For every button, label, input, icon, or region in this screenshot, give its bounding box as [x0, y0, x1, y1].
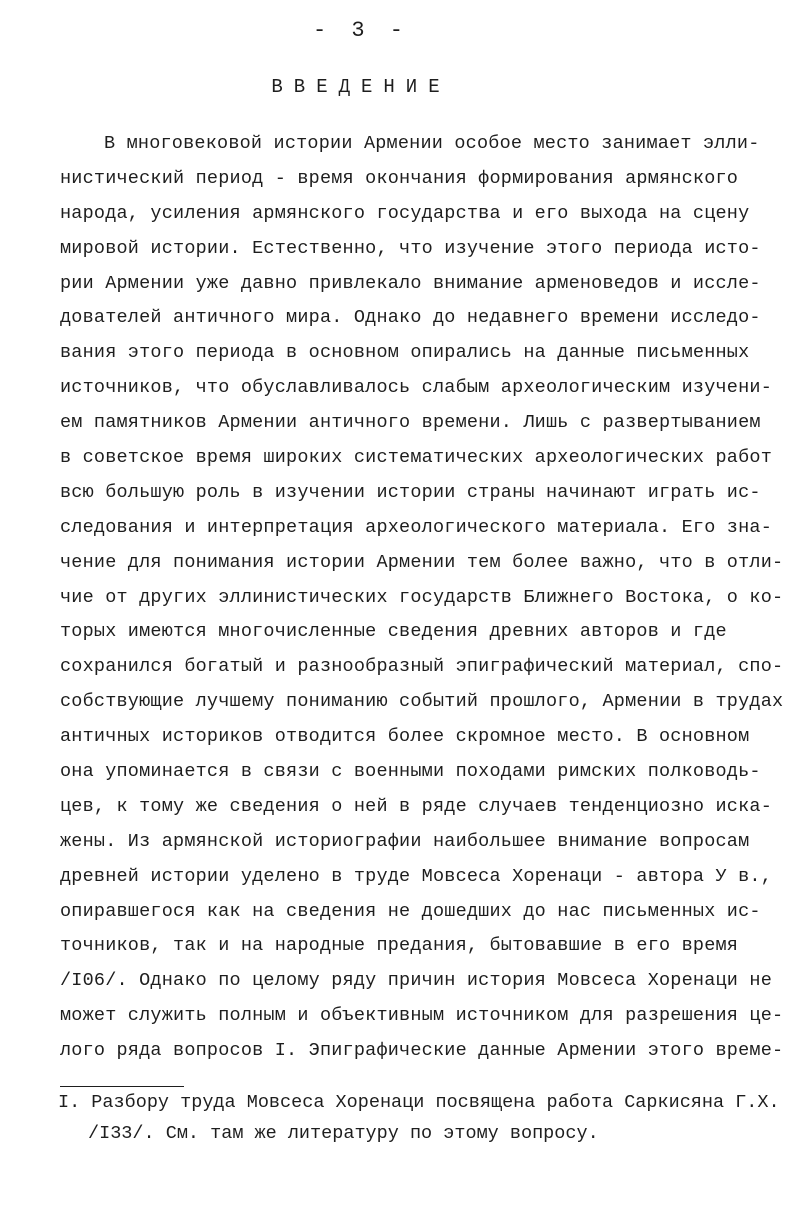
body-line: чение для понимания истории Армении тем более важно, что в отли-	[60, 551, 784, 573]
body-line: /I06/. Однако по целому ряду причин история Мовсеса Хоренаци не	[60, 970, 773, 992]
body-line: мировой истории. Естественно, что изучение этого периода исто-	[60, 237, 761, 259]
body-line: лого ряда вопросов I. Эпиграфические данные Армении этого време-	[60, 1040, 784, 1062]
body-line: в советское время широких систематических археологических работ	[60, 447, 773, 469]
body-line: вания этого периода в основном опирались на данные письменных	[60, 342, 750, 364]
page-number: - 3 -	[312, 18, 409, 43]
body-line: жены. Из армянской историографии наибольшее внимание вопросам	[60, 830, 750, 852]
body-line: древней истории уделено в труде Мовсеса Хоренаци - автора У в.,	[60, 865, 773, 887]
body-line: ем памятников Армении античного времени. Лишь с развертыванием	[60, 412, 761, 434]
body-text	[60, 127, 784, 1069]
body-line: может служить полным и объективным источником для разрешения це-	[60, 1005, 784, 1027]
body-line: она упоминается в связи с военными походами римских полководь-	[60, 761, 761, 783]
body-line: В многовековой истории Армении особое место занимает элли-	[104, 133, 760, 154]
body-line: чие от других эллинистических государств Ближнего Востока, о ко-	[60, 586, 784, 608]
body-line: рии Армении уже давно привлекало внимание арменоведов и иссле-	[60, 272, 761, 294]
body-line: цев, к тому же сведения о ней в ряде случаев тенденциозно иска-	[60, 795, 773, 817]
footnote	[58, 1087, 778, 1149]
body-line: сохранился богатый и разнообразный эпиграфический материал, спо-	[60, 656, 784, 678]
body-line: собствующие лучшему пониманию событий прошлого, Армении в трудах	[60, 691, 784, 713]
body-line: нистический период - время окончания формирования армянского	[60, 167, 739, 189]
section-heading: ВВЕДЕНИЕ	[271, 76, 451, 98]
body-line: следования и интерпретация археологического материала. Его зна-	[60, 516, 773, 538]
footnote-line: /I33/. См. там же литературу по этому вопросу.	[88, 1123, 599, 1144]
body-line: античных историков отводится более скромное место. В основном	[60, 726, 750, 748]
body-line: точников, так и на народные предания, бытовавшие в его время	[60, 935, 739, 957]
body-line: всю большую роль в изучении истории страны начинают играть ис-	[60, 481, 761, 503]
body-line: народа, усиления армянского государства и его выхода на сцену	[60, 202, 750, 224]
body-line: дователей античного мира. Однако до недавнего времени исследо-	[60, 307, 761, 329]
body-line: торых имеются многочисленные сведения древних авторов и где	[60, 621, 727, 643]
body-line: источников, что обуславливалось слабым археологическим изучени-	[60, 377, 773, 399]
body-line: опиравшегося как на сведения не дошедших до нас письменных ис-	[60, 900, 761, 922]
footnote-line: I. Разбору труда Мовсеса Хоренаци посвящена работа Саркисяна Г.Х.	[58, 1092, 780, 1113]
